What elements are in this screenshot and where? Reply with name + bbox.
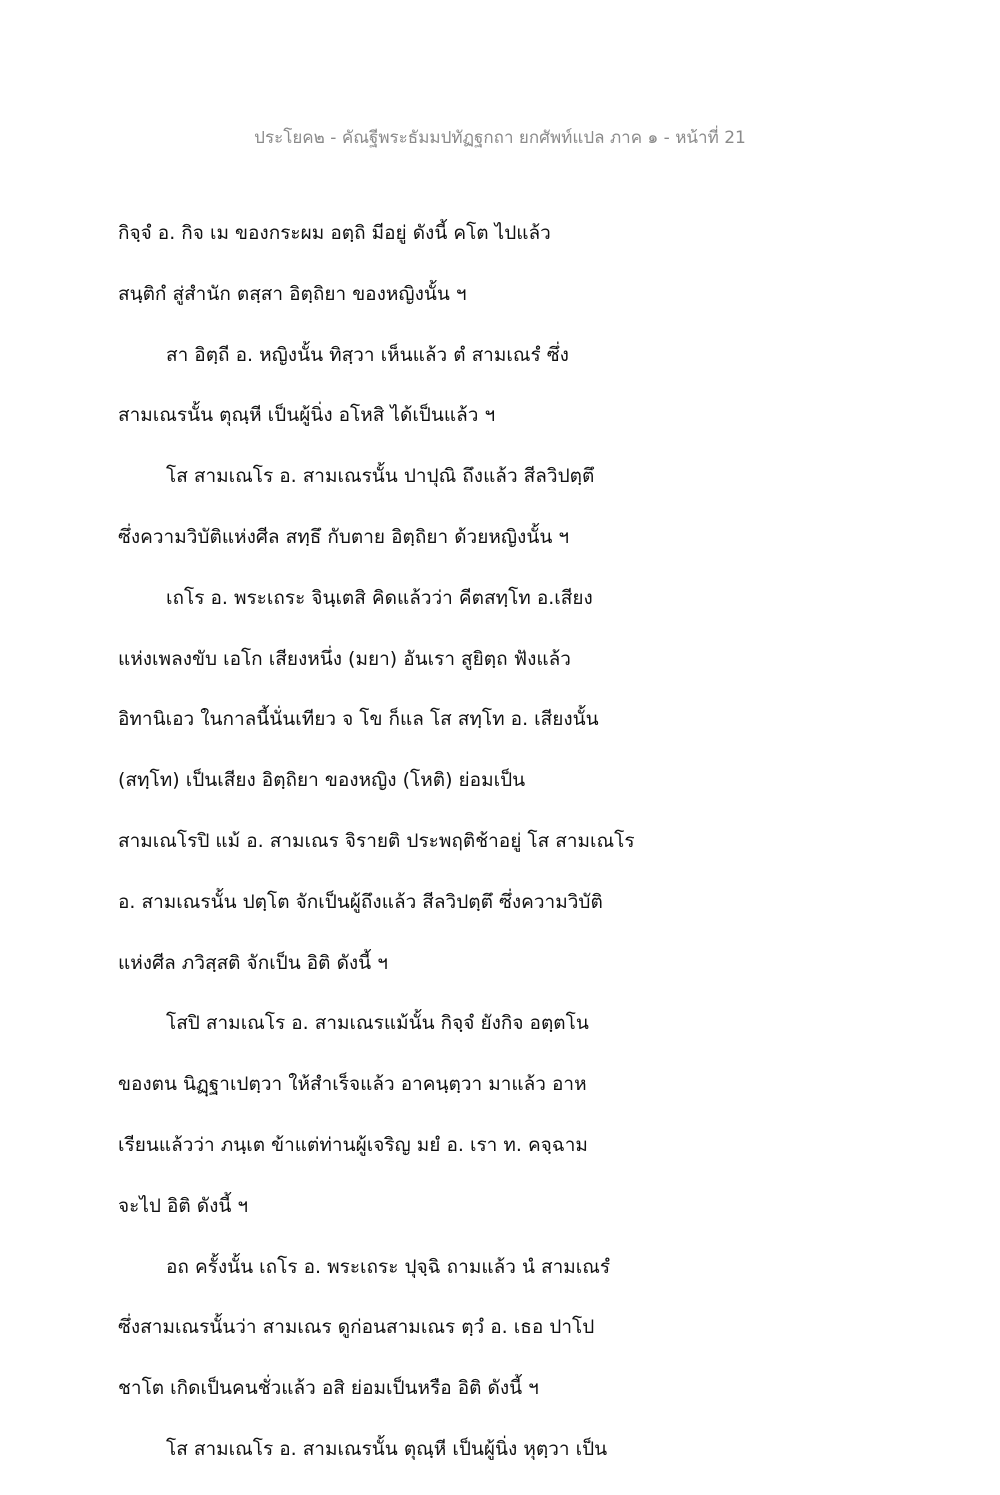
text-line: เถโร อ. พระเถระ จินฺเตสิ คิดแล้วว่า คีตสทฺโท อ.เสียง: [166, 586, 593, 609]
text-line: สามเณโรปิ แม้ อ. สามเณร จิรายติ ประพฤติช้าอยู่ โส สามเณโร: [118, 829, 635, 852]
page-header: [0, 124, 1000, 151]
body-text: [118, 218, 738, 1495]
text-line: อ. สามเณรนั้น ปตฺโต จักเป็นผู้ถึงแล้ว สีลวิปตฺตึ ซึ่งความวิบัติ: [118, 890, 603, 913]
text-line: แห่งเพลงขับ เอโก เสียงหนึ่ง (มยา) อันเรา สูยิตฺถ ฟังแล้ว: [118, 647, 571, 670]
text-line: ซึ่งความวิบัติแห่งศีล สทฺธึ กับตาย อิตฺถิยา ด้วยหญิงนั้น ฯ: [118, 525, 570, 548]
text-line: จะไป อิติ ดังนี้ ฯ: [118, 1194, 249, 1217]
text-line: สนฺติกํ สู่สำนัก ตสฺสา อิตฺถิยา ของหญิงนั้น ฯ: [118, 282, 467, 305]
text-line: สา อิตฺถี อ. หญิงนั้น ทิสฺวา เห็นแล้ว ตํ สามเณรํ ซึ่ง: [166, 343, 569, 366]
text-line: แห่งศีล ภวิสฺสติ จักเป็น อิติ ดังนี้ ฯ: [118, 951, 388, 974]
text-line: อถ ครั้งนั้น เถโร อ. พระเถระ ปุจฺฉิ ถามแล้ว นํ สามเณรํ: [166, 1255, 611, 1278]
text-line: ซึ่งสามเณรนั้นว่า สามเณร ดูก่อนสามเณร ตฺวํ อ. เธอ ปาโป: [118, 1316, 595, 1339]
text-line: (สทฺโท) เป็นเสียง อิตฺถิยา ของหญิง (โหติ) ย่อมเป็น: [118, 769, 526, 792]
text-line: ของตน นิฏฺฐาเปตฺวา ให้สำเร็จแล้ว อาคนฺตฺวา มาแล้ว อาห: [118, 1073, 587, 1096]
running-title: ประโยค๒ - คัณฐีพระธัมมปทัฏฐกถา ยกศัพท์แปล ภาค ๑ - หน้าที่ 21: [254, 128, 746, 148]
text-line: โส สามเณโร อ. สามเณรนั้น ปาปุณิ ถึงแล้ว สีลวิปตฺตึ: [166, 465, 595, 488]
text-line: โสปิ สามเณโร อ. สามเณรแม้นั้น กิจฺจํ ยังกิจ อตฺตโน: [166, 1012, 589, 1035]
text-line: เรียนแล้วว่า ภนฺเต ข้าแต่ท่านผู้เจริญ มยํ อ. เรา ท. คจฺฉาม: [118, 1133, 588, 1156]
text-line: ชาโต เกิดเป็นคนชั่วแล้ว อสิ ย่อมเป็นหรือ อิติ ดังนี้ ฯ: [118, 1377, 539, 1400]
text-line: สามเณรนั้น ตุณฺหี เป็นผู้นิ่ง อโหสิ ได้เป็นแล้ว ฯ: [118, 404, 496, 427]
text-line: อิทานิเอว ในกาลนี้นั่นเทียว จ โข ก็แล โส สทฺโท อ. เสียงนั้น: [118, 708, 599, 731]
text-line: โส สามเณโร อ. สามเณรนั้น ตุณฺหี เป็นผู้นิ่ง หุตฺวา เป็น: [166, 1437, 608, 1460]
text-line: กิจฺจํ อ. กิจ เม ของกระผม อตฺถิ มีอยู่ ดังนี้ คโต ไปแล้ว: [118, 222, 551, 244]
